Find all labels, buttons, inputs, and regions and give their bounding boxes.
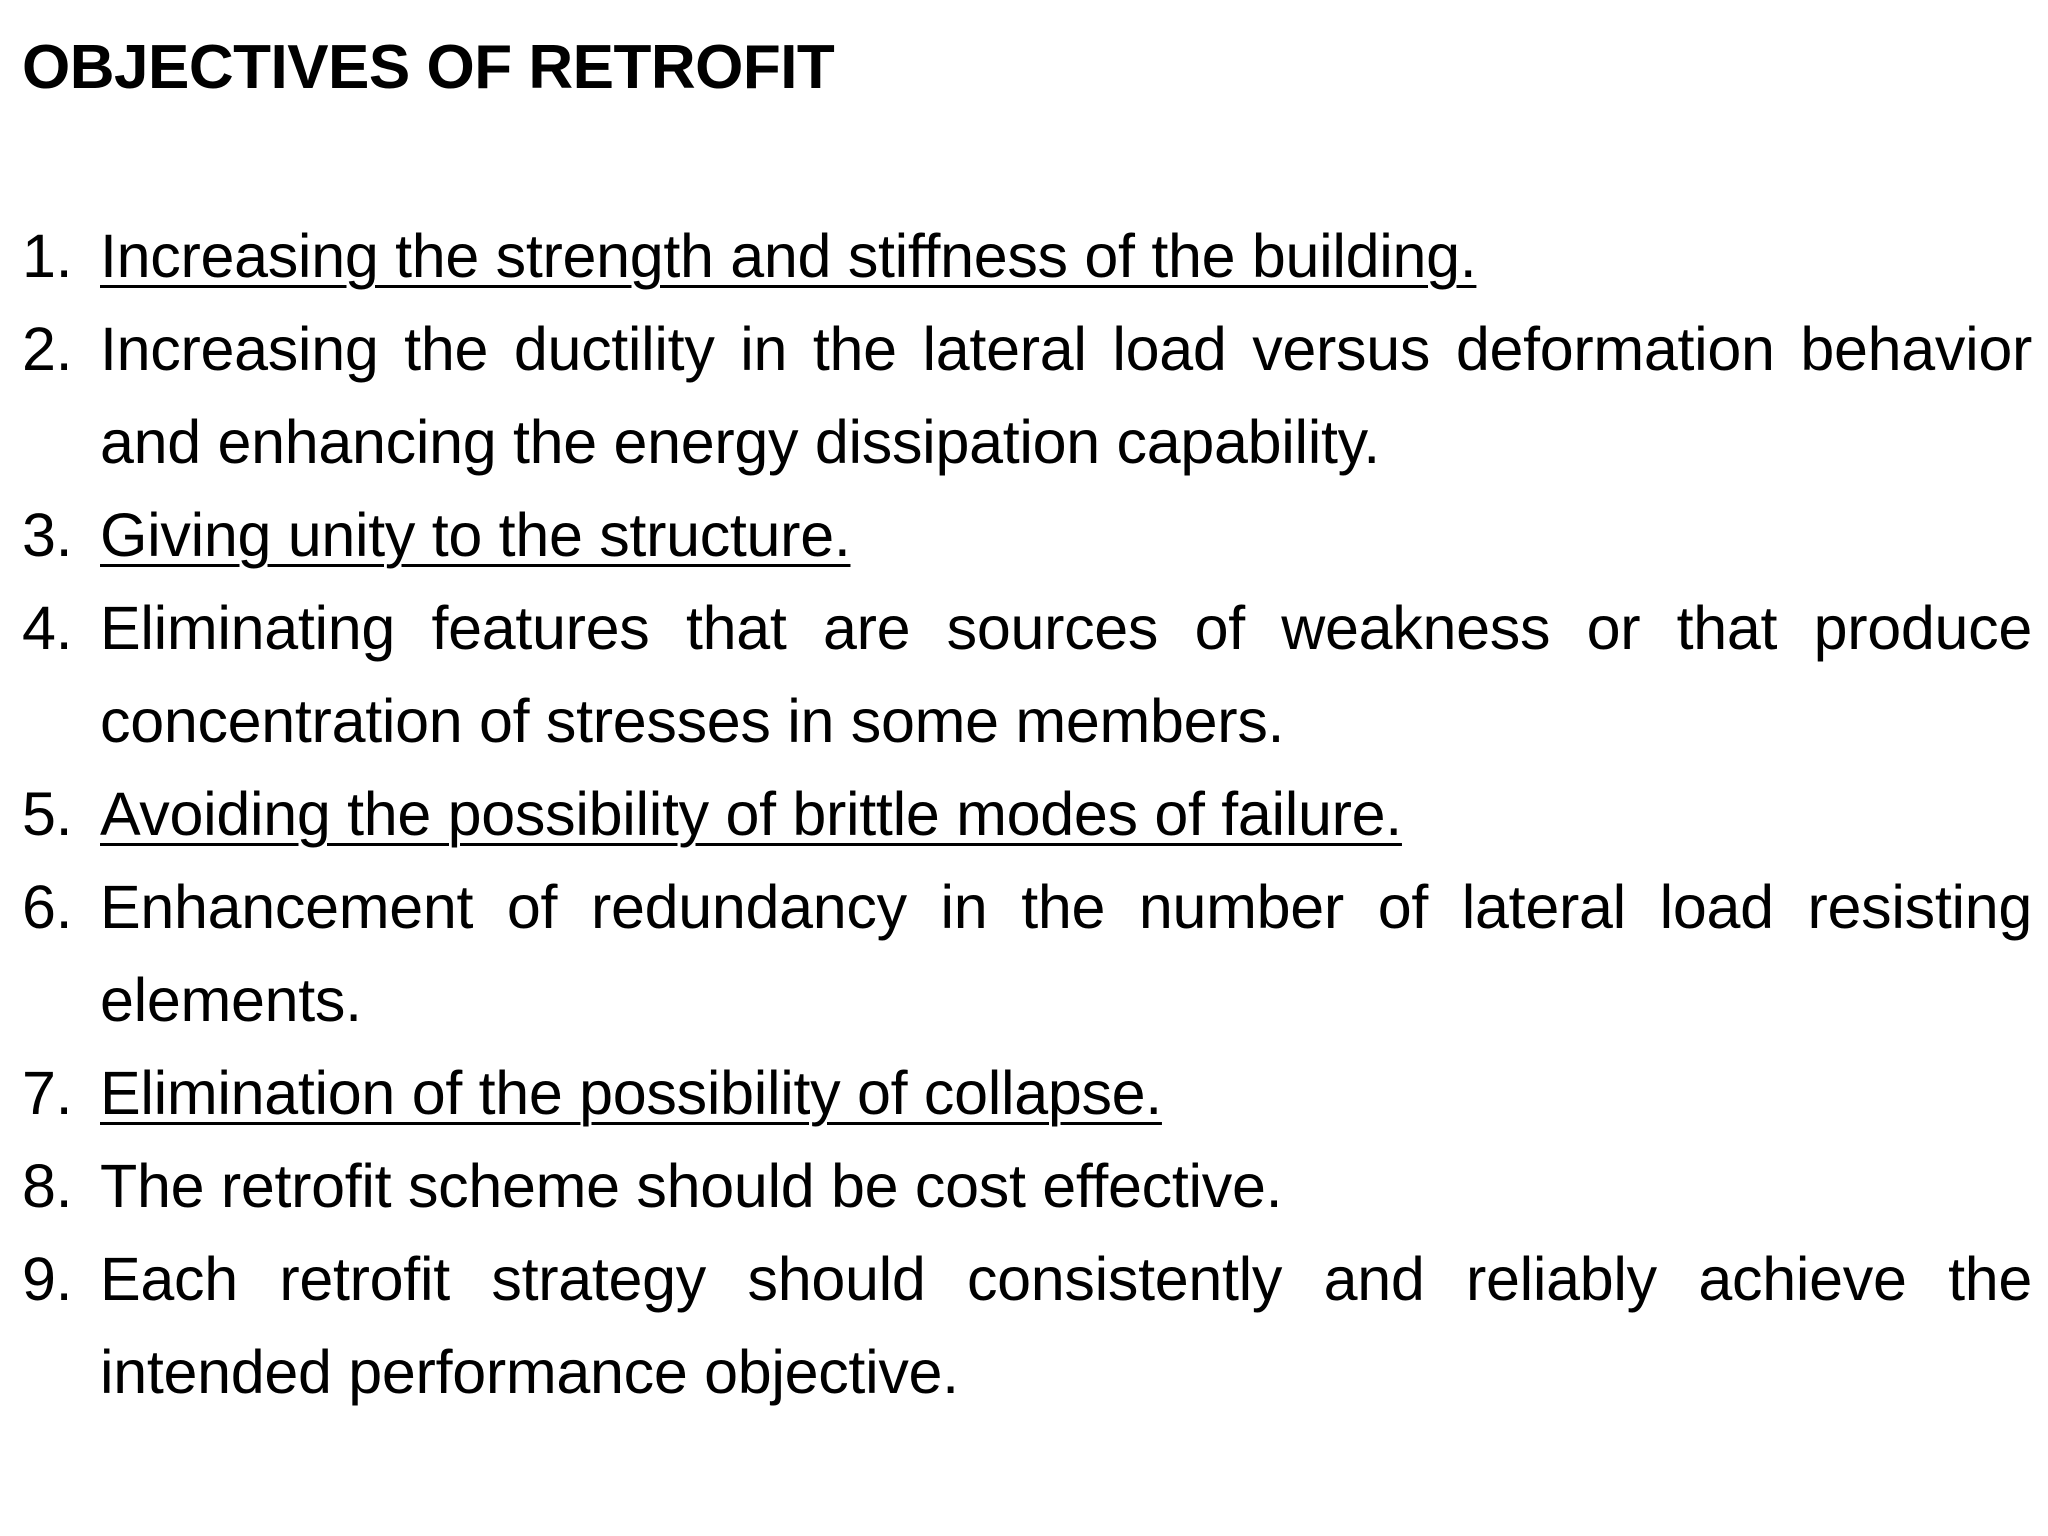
item-number: 6. [22,873,73,941]
objectives-list [22,210,2032,1419]
list-item [22,1047,2032,1140]
item-text: Enhancement of redundancy in the number of lateral load resisting elements. [100,873,2032,1034]
item-text: Increasing the ductility in the lateral load versus deformation behavior and enhancing the energy dissipation capability. [100,315,2032,476]
item-number: 5. [22,780,73,848]
item-number: 4. [22,594,73,662]
list-item [22,768,2032,861]
list-item [22,1233,2032,1419]
item-number: 7. [22,1059,73,1127]
list-item [22,303,2032,489]
item-number: 3. [22,501,73,569]
item-number: 2. [22,315,73,383]
list-item [22,489,2032,582]
item-number: 1. [22,222,73,290]
item-text: Avoiding the possibility of brittle modes of failure. [100,780,1402,848]
item-text: Eliminating features that are sources of weakness or that produce concentration of stresses in some members. [100,594,2032,755]
item-text: The retrofit scheme should be cost effective. [100,1152,1283,1220]
list-item [22,861,2032,1047]
item-text: Giving unity to the structure. [100,501,851,569]
item-text: Increasing the strength and stiffness of the building. [100,222,1477,290]
item-number: 8. [22,1152,73,1220]
item-text: Elimination of the possibility of collapse. [100,1059,1162,1127]
item-text: Each retrofit strategy should consistently and reliably achieve the intended performance objective. [100,1245,2032,1406]
list-item [22,582,2032,768]
list-item [22,1140,2032,1233]
item-number: 9. [22,1245,73,1313]
list-item [22,210,2032,303]
slide-title: OBJECTIVES OF RETROFIT [22,33,835,102]
